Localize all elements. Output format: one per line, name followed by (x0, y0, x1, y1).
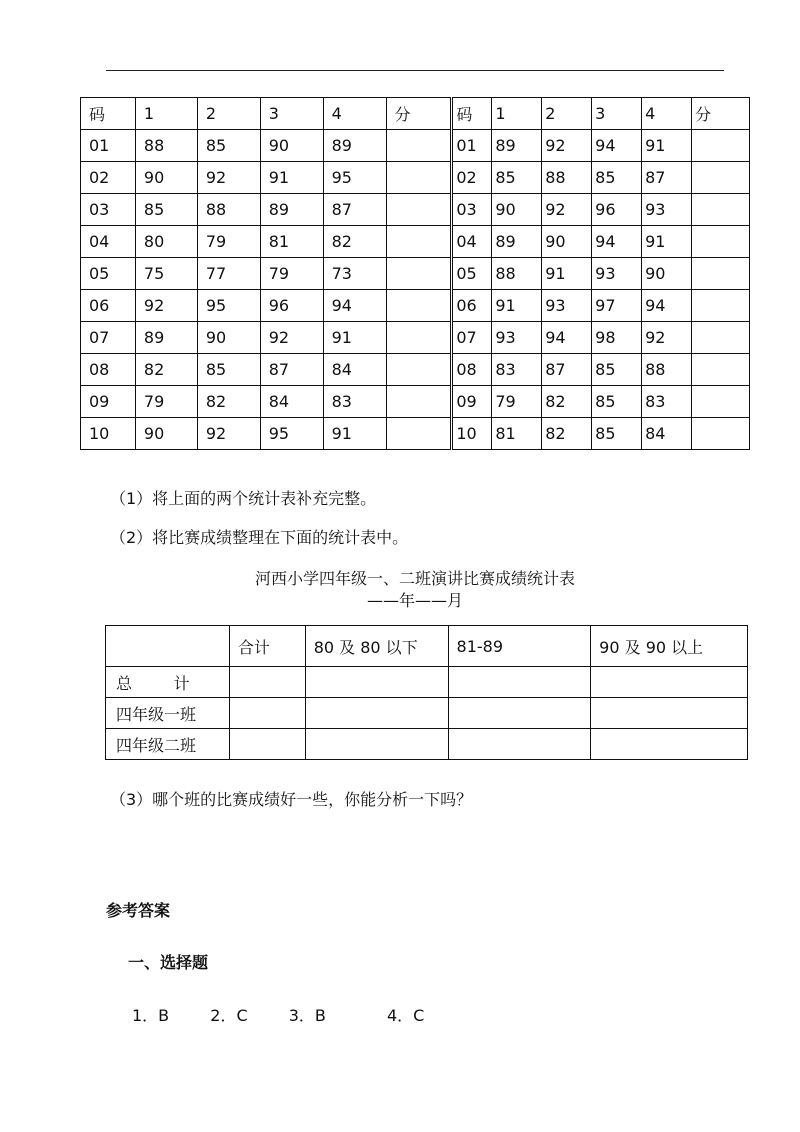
table-cell: 94 (323, 290, 386, 322)
table-cell: 92 (197, 162, 260, 194)
table-cell: 93 (592, 258, 642, 290)
table-row (81, 322, 750, 354)
header-cell: 80 及 80 以下 (305, 626, 448, 667)
row-label: 四年级一班 (106, 698, 230, 729)
table-cell: 85 (492, 162, 542, 194)
table-cell: 06 (81, 290, 136, 322)
table-cell: 05 (81, 258, 136, 290)
header-cell: 分 (386, 98, 452, 130)
table-cell: 77 (197, 258, 260, 290)
table-cell: 84 (260, 386, 323, 418)
table-cell: 87 (542, 354, 592, 386)
table-cell: 91 (492, 290, 542, 322)
table-cell (386, 418, 452, 450)
blank-cell (591, 698, 748, 729)
header-cell (106, 626, 230, 667)
header-cell: 码 (452, 98, 492, 130)
header-cell: 码 (81, 98, 136, 130)
answer-item: 3．B (288, 1006, 326, 1025)
table-cell: 08 (81, 354, 136, 386)
table-cell: 01 (452, 130, 492, 162)
table-cell: 01 (81, 130, 136, 162)
table-cell: 80 (135, 226, 197, 258)
table-cell (386, 226, 452, 258)
table-cell: 85 (592, 418, 642, 450)
table-cell: 89 (260, 194, 323, 226)
blank-cell (448, 667, 591, 698)
table-cell: 06 (452, 290, 492, 322)
table-cell: 03 (81, 194, 136, 226)
table-cell: 93 (492, 322, 542, 354)
table-cell (692, 290, 750, 322)
table-cell: 92 (642, 322, 692, 354)
table-cell: 92 (260, 322, 323, 354)
table-cell: 91 (642, 226, 692, 258)
table-cell: 87 (323, 194, 386, 226)
table-cell: 93 (542, 290, 592, 322)
table-cell: 94 (642, 290, 692, 322)
table-cell (692, 386, 750, 418)
table-cell: 94 (592, 226, 642, 258)
table-cell: 89 (492, 130, 542, 162)
header-cell: 4 (642, 98, 692, 130)
table-cell: 83 (492, 354, 542, 386)
table-cell: 79 (260, 258, 323, 290)
blank-cell (305, 729, 448, 760)
question-2: （2）将比赛成绩整理在下面的统计表中。 (110, 528, 409, 547)
blank-cell (591, 729, 748, 760)
table-cell: 81 (492, 418, 542, 450)
blank-cell (305, 698, 448, 729)
table-cell: 82 (323, 226, 386, 258)
blank-cell (591, 667, 748, 698)
question-3: （3）哪个班的比赛成绩好一些，你能分析一下吗？ (110, 790, 473, 809)
table-cell: 96 (592, 194, 642, 226)
table-cell: 90 (492, 194, 542, 226)
table-cell (386, 258, 452, 290)
row-label: 总 计 (106, 667, 230, 698)
table-cell: 92 (542, 130, 592, 162)
table-cell: 90 (197, 322, 260, 354)
table-row (81, 162, 750, 194)
table-row (106, 698, 748, 729)
table-cell: 04 (81, 226, 136, 258)
table-cell: 82 (542, 386, 592, 418)
table-cell: 84 (642, 418, 692, 450)
table-cell (386, 354, 452, 386)
table-cell: 90 (135, 418, 197, 450)
table-cell (692, 418, 750, 450)
header-cell: 81-89 (448, 626, 591, 667)
table-cell: 85 (592, 386, 642, 418)
header-cell: 2 (542, 98, 592, 130)
table-cell: 98 (592, 322, 642, 354)
table-cell (692, 322, 750, 354)
table-cell (386, 386, 452, 418)
header-cell: 90 及 90 以上 (591, 626, 748, 667)
blank-cell (305, 667, 448, 698)
table-cell: 07 (81, 322, 136, 354)
table-row (81, 418, 750, 450)
header-cell: 1 (492, 98, 542, 130)
table-cell: 89 (323, 130, 386, 162)
table-cell: 04 (452, 226, 492, 258)
table-cell (692, 194, 750, 226)
table-cell: 88 (542, 162, 592, 194)
table-cell: 88 (197, 194, 260, 226)
table-cell: 81 (260, 226, 323, 258)
score-table-header (81, 98, 750, 130)
table-cell: 95 (197, 290, 260, 322)
header-cell: 4 (323, 98, 386, 130)
table-row (81, 130, 750, 162)
blank-cell (229, 667, 305, 698)
summary-table (105, 625, 748, 760)
table-cell: 90 (642, 258, 692, 290)
table-cell: 90 (260, 130, 323, 162)
table-cell: 83 (323, 386, 386, 418)
score-table (80, 97, 750, 450)
table-cell: 82 (542, 418, 592, 450)
table-cell: 09 (81, 386, 136, 418)
table-cell: 95 (260, 418, 323, 450)
table-cell: 91 (542, 258, 592, 290)
table-cell: 83 (642, 386, 692, 418)
table-cell (692, 162, 750, 194)
table-cell: 82 (197, 386, 260, 418)
table-cell: 09 (452, 386, 492, 418)
summary-table-header (106, 626, 748, 667)
table-cell: 88 (492, 258, 542, 290)
table-cell: 05 (452, 258, 492, 290)
header-cell: 1 (135, 98, 197, 130)
table-cell: 85 (592, 162, 642, 194)
table-cell: 03 (452, 194, 492, 226)
table-cell: 85 (197, 130, 260, 162)
table-cell (692, 226, 750, 258)
table-cell: 79 (197, 226, 260, 258)
table-row (81, 386, 750, 418)
table-cell (386, 290, 452, 322)
table-row (81, 194, 750, 226)
table-cell: 75 (135, 258, 197, 290)
table-row (106, 667, 748, 698)
table-cell: 88 (642, 354, 692, 386)
table-cell: 92 (135, 290, 197, 322)
table-cell: 85 (592, 354, 642, 386)
table-cell: 88 (135, 130, 197, 162)
table-cell (692, 354, 750, 386)
table-cell: 92 (197, 418, 260, 450)
table-cell: 84 (323, 354, 386, 386)
table-cell (692, 258, 750, 290)
table-cell: 89 (135, 322, 197, 354)
table-cell: 91 (260, 162, 323, 194)
table-cell: 10 (81, 418, 136, 450)
table-cell (386, 322, 452, 354)
table-cell: 85 (197, 354, 260, 386)
table-cell: 02 (452, 162, 492, 194)
table-cell (386, 162, 452, 194)
question-1: （1）将上面的两个统计表补充完整。 (110, 489, 377, 508)
table-row (81, 354, 750, 386)
table-cell: 82 (135, 354, 197, 386)
table-cell: 93 (642, 194, 692, 226)
table-row (106, 729, 748, 760)
table-cell: 73 (323, 258, 386, 290)
table-cell: 91 (642, 130, 692, 162)
answer-list (132, 1003, 454, 1026)
answer-item: 4．C (386, 1006, 425, 1025)
blank-cell (448, 698, 591, 729)
answers-heading: 参考答案 (106, 901, 171, 920)
header-cell: 3 (592, 98, 642, 130)
header-cell: 分 (692, 98, 750, 130)
table-cell: 87 (642, 162, 692, 194)
table-cell: 91 (323, 418, 386, 450)
summary-title: 河西小学四年级一、二班演讲比赛成绩统计表 (254, 569, 575, 588)
blank-cell (229, 729, 305, 760)
table-cell: 02 (81, 162, 136, 194)
answers-section: 一、选择题 (128, 953, 209, 972)
table-cell: 89 (492, 226, 542, 258)
table-cell: 87 (260, 354, 323, 386)
table-cell: 94 (592, 130, 642, 162)
table-cell: 10 (452, 418, 492, 450)
summary-date-line: ——年——月 (366, 591, 463, 610)
table-cell: 96 (260, 290, 323, 322)
table-cell (692, 130, 750, 162)
header-cell: 3 (260, 98, 323, 130)
answer-item: 1．B (132, 1006, 170, 1025)
table-row (81, 258, 750, 290)
table-cell: 95 (323, 162, 386, 194)
row-label: 四年级二班 (106, 729, 230, 760)
table-cell: 08 (452, 354, 492, 386)
table-cell: 94 (542, 322, 592, 354)
table-row (81, 226, 750, 258)
table-cell: 90 (135, 162, 197, 194)
table-cell (386, 130, 452, 162)
table-cell (386, 194, 452, 226)
table-cell: 97 (592, 290, 642, 322)
blank-cell (229, 698, 305, 729)
table-cell: 07 (452, 322, 492, 354)
table-cell: 92 (542, 194, 592, 226)
blank-cell (448, 729, 591, 760)
table-cell: 79 (135, 386, 197, 418)
header-cell: 合计 (229, 626, 305, 667)
top-rule (106, 70, 724, 71)
header-cell: 2 (197, 98, 260, 130)
table-row (81, 290, 750, 322)
table-cell: 91 (323, 322, 386, 354)
table-cell: 90 (542, 226, 592, 258)
table-cell: 85 (135, 194, 197, 226)
table-cell: 79 (492, 386, 542, 418)
answer-item: 2．C (210, 1006, 248, 1025)
